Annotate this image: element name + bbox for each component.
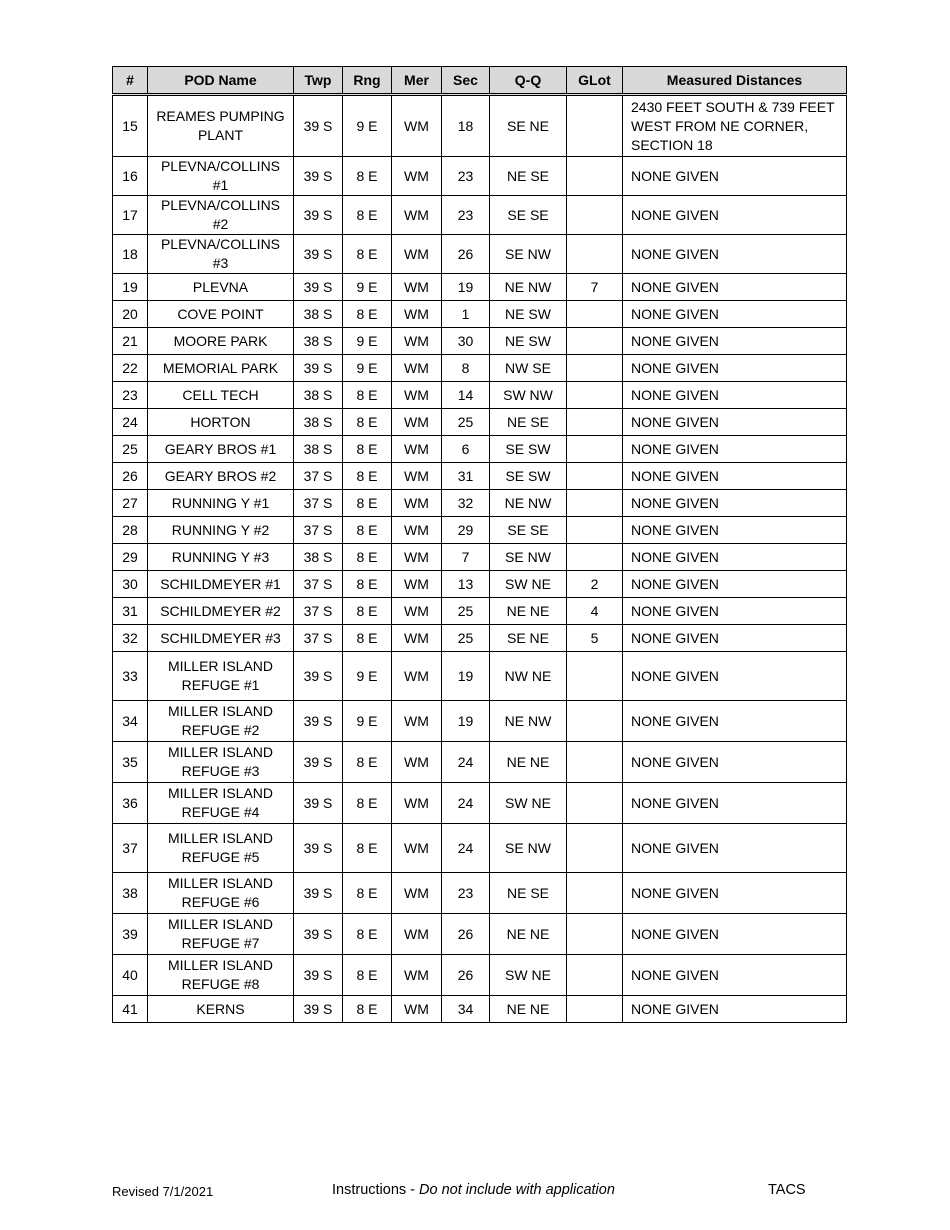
glot-cell	[567, 783, 623, 824]
twp-cell: 39 S	[294, 652, 343, 701]
mer-cell: WM	[392, 914, 442, 955]
pod-name-cell: MILLER ISLAND REFUGE #5	[148, 824, 294, 873]
twp-cell: 39 S	[294, 824, 343, 873]
table-row	[113, 409, 847, 436]
table-row	[113, 382, 847, 409]
instructions-note	[332, 1182, 615, 1198]
measured-distance-cell: NONE GIVEN	[623, 328, 847, 355]
rng-cell: 8 E	[343, 996, 392, 1023]
qq-cell: NE NE	[490, 914, 567, 955]
glot-cell	[567, 873, 623, 914]
qq-cell: SE NE	[490, 625, 567, 652]
measured-distance-cell: NONE GIVEN	[623, 517, 847, 544]
sec-cell: 25	[442, 625, 490, 652]
measured-distance-cell: NONE GIVEN	[623, 274, 847, 301]
row-number-cell: 39	[113, 914, 148, 955]
qq-cell: NW SE	[490, 355, 567, 382]
glot-cell	[567, 157, 623, 196]
pod-name-cell: MILLER ISLAND REFUGE #6	[148, 873, 294, 914]
qq-cell: SE SE	[490, 517, 567, 544]
table-row	[113, 824, 847, 873]
mer-cell: WM	[392, 571, 442, 598]
glot-cell	[567, 490, 623, 517]
pod-name-cell: SCHILDMEYER #1	[148, 571, 294, 598]
sec-cell: 18	[442, 95, 490, 157]
row-number-cell: 41	[113, 996, 148, 1023]
measured-distance-cell: NONE GIVEN	[623, 996, 847, 1023]
twp-cell: 38 S	[294, 328, 343, 355]
glot-cell	[567, 652, 623, 701]
mer-cell: WM	[392, 873, 442, 914]
mer-cell: WM	[392, 409, 442, 436]
row-number-cell: 18	[113, 235, 148, 274]
header-number: #	[113, 67, 148, 95]
glot-cell	[567, 328, 623, 355]
header-mer: Mer	[392, 67, 442, 95]
pod-name-cell: COVE POINT	[148, 301, 294, 328]
qq-cell: SE NW	[490, 824, 567, 873]
pod-name-cell: MOORE PARK	[148, 328, 294, 355]
table-header-row	[113, 67, 847, 95]
measured-distance-cell: NONE GIVEN	[623, 955, 847, 996]
mer-cell: WM	[392, 301, 442, 328]
sec-cell: 23	[442, 873, 490, 914]
pod-name-cell: PLEVNA/COLLINS #3	[148, 235, 294, 274]
pod-name-cell: MILLER ISLAND REFUGE #3	[148, 742, 294, 783]
rng-cell: 8 E	[343, 598, 392, 625]
mer-cell: WM	[392, 235, 442, 274]
qq-cell: SW NW	[490, 382, 567, 409]
measured-distance-cell: NONE GIVEN	[623, 652, 847, 701]
revised-date: Revised 7/1/2021	[112, 1184, 214, 1199]
qq-cell: SE NW	[490, 235, 567, 274]
twp-cell: 39 S	[294, 914, 343, 955]
mer-cell: WM	[392, 742, 442, 783]
twp-cell: 39 S	[294, 157, 343, 196]
row-number-cell: 28	[113, 517, 148, 544]
header-qq: Q-Q	[490, 67, 567, 95]
sec-cell: 23	[442, 196, 490, 235]
glot-cell	[567, 235, 623, 274]
rng-cell: 8 E	[343, 301, 392, 328]
qq-cell: NE NE	[490, 996, 567, 1023]
glot-cell: 5	[567, 625, 623, 652]
row-number-cell: 30	[113, 571, 148, 598]
qq-cell: NE SE	[490, 409, 567, 436]
mer-cell: WM	[392, 544, 442, 571]
rng-cell: 8 E	[343, 157, 392, 196]
measured-distance-cell: NONE GIVEN	[623, 598, 847, 625]
qq-cell: SE SE	[490, 196, 567, 235]
glot-cell: 7	[567, 274, 623, 301]
rng-cell: 8 E	[343, 517, 392, 544]
rng-cell: 8 E	[343, 955, 392, 996]
measured-distance-cell: NONE GIVEN	[623, 196, 847, 235]
sec-cell: 13	[442, 571, 490, 598]
table-row	[113, 544, 847, 571]
rng-cell: 8 E	[343, 742, 392, 783]
sec-cell: 6	[442, 436, 490, 463]
measured-distance-cell: NONE GIVEN	[623, 301, 847, 328]
sec-cell: 14	[442, 382, 490, 409]
row-number-cell: 38	[113, 873, 148, 914]
qq-cell: SE SW	[490, 436, 567, 463]
sec-cell: 25	[442, 409, 490, 436]
qq-cell: SW NE	[490, 571, 567, 598]
header-pod-name: POD Name	[148, 67, 294, 95]
table-row	[113, 652, 847, 701]
measured-distance-cell: NONE GIVEN	[623, 355, 847, 382]
row-number-cell: 27	[113, 490, 148, 517]
row-number-cell: 25	[113, 436, 148, 463]
qq-cell: SE NW	[490, 544, 567, 571]
qq-cell: NE NE	[490, 598, 567, 625]
qq-cell: NE NW	[490, 274, 567, 301]
table-row	[113, 157, 847, 196]
instructions-warning: Do not include with application	[419, 1182, 615, 1198]
rng-cell: 8 E	[343, 490, 392, 517]
glot-cell	[567, 544, 623, 571]
twp-cell: 38 S	[294, 382, 343, 409]
measured-distance-cell: NONE GIVEN	[623, 157, 847, 196]
row-number-cell: 17	[113, 196, 148, 235]
twp-cell: 39 S	[294, 873, 343, 914]
table-row	[113, 701, 847, 742]
twp-cell: 39 S	[294, 996, 343, 1023]
table-row	[113, 742, 847, 783]
mer-cell: WM	[392, 382, 442, 409]
glot-cell: 4	[567, 598, 623, 625]
glot-cell	[567, 95, 623, 157]
table-row	[113, 274, 847, 301]
sec-cell: 30	[442, 328, 490, 355]
twp-cell: 37 S	[294, 490, 343, 517]
row-number-cell: 16	[113, 157, 148, 196]
pod-name-cell: HORTON	[148, 409, 294, 436]
pod-name-cell: MILLER ISLAND REFUGE #4	[148, 783, 294, 824]
qq-cell: NE SE	[490, 873, 567, 914]
sec-cell: 26	[442, 955, 490, 996]
row-number-cell: 21	[113, 328, 148, 355]
table-body	[113, 95, 847, 1023]
header-measured-distances: Measured Distances	[623, 67, 847, 95]
rng-cell: 8 E	[343, 571, 392, 598]
header-sec: Sec	[442, 67, 490, 95]
mer-cell: WM	[392, 625, 442, 652]
rng-cell: 8 E	[343, 783, 392, 824]
sec-cell: 32	[442, 490, 490, 517]
pod-name-cell: SCHILDMEYER #2	[148, 598, 294, 625]
header-rng: Rng	[343, 67, 392, 95]
row-number-cell: 23	[113, 382, 148, 409]
pod-name-cell: MILLER ISLAND REFUGE #2	[148, 701, 294, 742]
table-row	[113, 517, 847, 544]
mer-cell: WM	[392, 517, 442, 544]
twp-cell: 38 S	[294, 409, 343, 436]
row-number-cell: 40	[113, 955, 148, 996]
qq-cell: SW NE	[490, 783, 567, 824]
twp-cell: 39 S	[294, 742, 343, 783]
measured-distance-cell: NONE GIVEN	[623, 824, 847, 873]
mer-cell: WM	[392, 783, 442, 824]
pod-name-cell: RUNNING Y #3	[148, 544, 294, 571]
twp-cell: 39 S	[294, 955, 343, 996]
row-number-cell: 24	[113, 409, 148, 436]
twp-cell: 37 S	[294, 463, 343, 490]
glot-cell	[567, 409, 623, 436]
rng-cell: 9 E	[343, 652, 392, 701]
pod-name-cell: GEARY BROS #1	[148, 436, 294, 463]
row-number-cell: 29	[113, 544, 148, 571]
twp-cell: 38 S	[294, 544, 343, 571]
table-row	[113, 571, 847, 598]
table-row	[113, 996, 847, 1023]
sec-cell: 24	[442, 783, 490, 824]
sec-cell: 26	[442, 235, 490, 274]
row-number-cell: 33	[113, 652, 148, 701]
table-row	[113, 490, 847, 517]
instructions-prefix: Instructions -	[332, 1182, 420, 1198]
pod-name-cell: MILLER ISLAND REFUGE #8	[148, 955, 294, 996]
rng-cell: 9 E	[343, 328, 392, 355]
mer-cell: WM	[392, 436, 442, 463]
row-number-cell: 20	[113, 301, 148, 328]
mer-cell: WM	[392, 996, 442, 1023]
row-number-cell: 34	[113, 701, 148, 742]
mer-cell: WM	[392, 701, 442, 742]
qq-cell: NW NE	[490, 652, 567, 701]
glot-cell	[567, 914, 623, 955]
glot-cell	[567, 955, 623, 996]
table-row	[113, 598, 847, 625]
pod-name-cell: REAMES PUMPING PLANT	[148, 95, 294, 157]
table-row	[113, 873, 847, 914]
mer-cell: WM	[392, 157, 442, 196]
glot-cell	[567, 463, 623, 490]
table-row	[113, 301, 847, 328]
rng-cell: 8 E	[343, 463, 392, 490]
glot-cell	[567, 355, 623, 382]
table-row	[113, 783, 847, 824]
measured-distance-cell: NONE GIVEN	[623, 873, 847, 914]
measured-distance-cell: NONE GIVEN	[623, 571, 847, 598]
rng-cell: 8 E	[343, 544, 392, 571]
pod-name-cell: MILLER ISLAND REFUGE #1	[148, 652, 294, 701]
mer-cell: WM	[392, 652, 442, 701]
twp-cell: 37 S	[294, 517, 343, 544]
rng-cell: 8 E	[343, 824, 392, 873]
measured-distance-cell: 2430 FEET SOUTH & 739 FEET WEST FROM NE CORNER, SECTION 18	[623, 95, 847, 157]
sec-cell: 31	[442, 463, 490, 490]
twp-cell: 38 S	[294, 436, 343, 463]
mer-cell: WM	[392, 463, 442, 490]
glot-cell	[567, 382, 623, 409]
rng-cell: 9 E	[343, 355, 392, 382]
measured-distance-cell: NONE GIVEN	[623, 382, 847, 409]
rng-cell: 9 E	[343, 95, 392, 157]
measured-distance-cell: NONE GIVEN	[623, 409, 847, 436]
row-number-cell: 15	[113, 95, 148, 157]
qq-cell: SE NE	[490, 95, 567, 157]
qq-cell: SE SW	[490, 463, 567, 490]
measured-distance-cell: NONE GIVEN	[623, 235, 847, 274]
glot-cell: 2	[567, 571, 623, 598]
measured-distance-cell: NONE GIVEN	[623, 701, 847, 742]
qq-cell: NE SW	[490, 301, 567, 328]
measured-distance-cell: NONE GIVEN	[623, 625, 847, 652]
table-row	[113, 95, 847, 157]
rng-cell: 8 E	[343, 382, 392, 409]
qq-cell: NE NW	[490, 490, 567, 517]
table-row	[113, 463, 847, 490]
row-number-cell: 31	[113, 598, 148, 625]
rng-cell: 8 E	[343, 914, 392, 955]
glot-cell	[567, 996, 623, 1023]
sec-cell: 29	[442, 517, 490, 544]
measured-distance-cell: NONE GIVEN	[623, 742, 847, 783]
sec-cell: 34	[442, 996, 490, 1023]
pod-name-cell: RUNNING Y #2	[148, 517, 294, 544]
mer-cell: WM	[392, 355, 442, 382]
table-row	[113, 436, 847, 463]
measured-distance-cell: NONE GIVEN	[623, 436, 847, 463]
twp-cell: 38 S	[294, 301, 343, 328]
row-number-cell: 26	[113, 463, 148, 490]
sec-cell: 1	[442, 301, 490, 328]
qq-cell: SW NE	[490, 955, 567, 996]
pod-name-cell: CELL TECH	[148, 382, 294, 409]
sec-cell: 8	[442, 355, 490, 382]
table-row	[113, 196, 847, 235]
twp-cell: 39 S	[294, 701, 343, 742]
sec-cell: 23	[442, 157, 490, 196]
mer-cell: WM	[392, 274, 442, 301]
pod-name-cell: MEMORIAL PARK	[148, 355, 294, 382]
mer-cell: WM	[392, 490, 442, 517]
pod-name-cell: GEARY BROS #2	[148, 463, 294, 490]
row-number-cell: 32	[113, 625, 148, 652]
row-number-cell: 37	[113, 824, 148, 873]
twp-cell: 39 S	[294, 355, 343, 382]
row-number-cell: 35	[113, 742, 148, 783]
twp-cell: 39 S	[294, 235, 343, 274]
header-twp: Twp	[294, 67, 343, 95]
twp-cell: 39 S	[294, 274, 343, 301]
rng-cell: 8 E	[343, 409, 392, 436]
row-number-cell: 19	[113, 274, 148, 301]
mer-cell: WM	[392, 598, 442, 625]
rng-cell: 8 E	[343, 436, 392, 463]
qq-cell: NE SW	[490, 328, 567, 355]
glot-cell	[567, 742, 623, 783]
rng-cell: 8 E	[343, 873, 392, 914]
table-row	[113, 625, 847, 652]
sec-cell: 26	[442, 914, 490, 955]
glot-cell	[567, 436, 623, 463]
qq-cell: NE NE	[490, 742, 567, 783]
header-glot: GLot	[567, 67, 623, 95]
qq-cell: NE NW	[490, 701, 567, 742]
table-row	[113, 955, 847, 996]
measured-distance-cell: NONE GIVEN	[623, 783, 847, 824]
sec-cell: 7	[442, 544, 490, 571]
agency-code: TACS	[768, 1182, 806, 1198]
rng-cell: 9 E	[343, 701, 392, 742]
glot-cell	[567, 196, 623, 235]
pod-table	[112, 66, 847, 1023]
mer-cell: WM	[392, 824, 442, 873]
twp-cell: 37 S	[294, 598, 343, 625]
pod-name-cell: PLEVNA/COLLINS #1	[148, 157, 294, 196]
sec-cell: 24	[442, 742, 490, 783]
sec-cell: 19	[442, 274, 490, 301]
twp-cell: 39 S	[294, 95, 343, 157]
row-number-cell: 22	[113, 355, 148, 382]
table-row	[113, 328, 847, 355]
mer-cell: WM	[392, 328, 442, 355]
pod-name-cell: RUNNING Y #1	[148, 490, 294, 517]
sec-cell: 19	[442, 652, 490, 701]
measured-distance-cell: NONE GIVEN	[623, 914, 847, 955]
glot-cell	[567, 824, 623, 873]
measured-distance-cell: NONE GIVEN	[623, 463, 847, 490]
rng-cell: 8 E	[343, 235, 392, 274]
glot-cell	[567, 301, 623, 328]
pod-name-cell: PLEVNA/COLLINS #2	[148, 196, 294, 235]
rng-cell: 8 E	[343, 625, 392, 652]
qq-cell: NE SE	[490, 157, 567, 196]
mer-cell: WM	[392, 95, 442, 157]
table-row	[113, 355, 847, 382]
row-number-cell: 36	[113, 783, 148, 824]
pod-name-cell: MILLER ISLAND REFUGE #7	[148, 914, 294, 955]
sec-cell: 24	[442, 824, 490, 873]
twp-cell: 37 S	[294, 625, 343, 652]
pod-name-cell: SCHILDMEYER #3	[148, 625, 294, 652]
glot-cell	[567, 701, 623, 742]
measured-distance-cell: NONE GIVEN	[623, 544, 847, 571]
table-row	[113, 914, 847, 955]
twp-cell: 39 S	[294, 783, 343, 824]
twp-cell: 39 S	[294, 196, 343, 235]
mer-cell: WM	[392, 196, 442, 235]
glot-cell	[567, 517, 623, 544]
twp-cell: 37 S	[294, 571, 343, 598]
sec-cell: 19	[442, 701, 490, 742]
rng-cell: 8 E	[343, 196, 392, 235]
sec-cell: 25	[442, 598, 490, 625]
measured-distance-cell: NONE GIVEN	[623, 490, 847, 517]
rng-cell: 9 E	[343, 274, 392, 301]
table-row	[113, 235, 847, 274]
pod-name-cell: KERNS	[148, 996, 294, 1023]
pod-name-cell: PLEVNA	[148, 274, 294, 301]
mer-cell: WM	[392, 955, 442, 996]
